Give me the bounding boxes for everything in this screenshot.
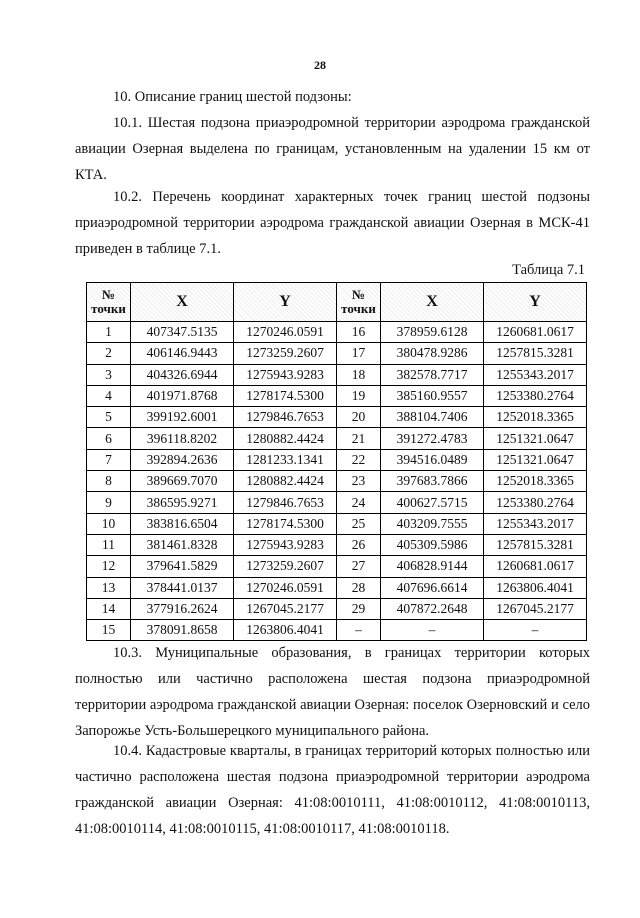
table-row: [87, 492, 587, 513]
table-row: [87, 534, 587, 555]
table-cell: 18: [337, 364, 381, 385]
table-cell: 5: [87, 407, 131, 428]
table-cell: 386595.9271: [131, 492, 234, 513]
table-cell: 1255343.2017: [484, 364, 587, 385]
table-cell: 1252018.3365: [484, 407, 587, 428]
table-cell: 7: [87, 449, 131, 470]
table-row: [87, 322, 587, 343]
table-cell: 378959.6128: [381, 322, 484, 343]
table-cell: 1278174.5300: [234, 385, 337, 406]
table-cell: –: [381, 620, 484, 641]
table-cell: 13: [87, 577, 131, 598]
table-cell: 383816.6504: [131, 513, 234, 534]
table-cell: 1: [87, 322, 131, 343]
table-cell: 25: [337, 513, 381, 534]
table-cell: 401971.8768: [131, 385, 234, 406]
table-cell: 1257815.3281: [484, 534, 587, 555]
table-cell: 382578.7717: [381, 364, 484, 385]
table-cell: 1263806.4041: [234, 620, 337, 641]
table-cell: 29: [337, 598, 381, 619]
table-cell: 1275943.9283: [234, 534, 337, 555]
table-cell: 1253380.2764: [484, 492, 587, 513]
table-cell: 1260681.0617: [484, 556, 587, 577]
table-cell: 1260681.0617: [484, 322, 587, 343]
table-cell: 4: [87, 385, 131, 406]
table-cell: 1279846.7653: [234, 407, 337, 428]
header-x-2: X: [381, 283, 484, 322]
table-cell: 26: [337, 534, 381, 555]
table-cell: 394516.0489: [381, 449, 484, 470]
table-cell: 385160.9557: [381, 385, 484, 406]
table-cell: 381461.8328: [131, 534, 234, 555]
table-row: [87, 407, 587, 428]
table-cell: 3: [87, 364, 131, 385]
header-point-number-2: № точки: [337, 283, 381, 322]
table-cell: 396118.8202: [131, 428, 234, 449]
table-caption: Таблица 7.1: [512, 262, 585, 278]
table-cell: 21: [337, 428, 381, 449]
table-cell: 1255343.2017: [484, 513, 587, 534]
table-cell: 1273259.2607: [234, 343, 337, 364]
table-cell: 400627.5715: [381, 492, 484, 513]
table-row: [87, 449, 587, 470]
table-cell: 1267045.2177: [234, 598, 337, 619]
table-cell: 407696.6614: [381, 577, 484, 598]
table-cell: 406828.9144: [381, 556, 484, 577]
table-cell: 12: [87, 556, 131, 577]
table-cell: 406146.9443: [131, 343, 234, 364]
header-point-number-1: № точки: [87, 283, 131, 322]
table-row: [87, 364, 587, 385]
table-cell: 22: [337, 449, 381, 470]
table-cell: 1275943.9283: [234, 364, 337, 385]
table-cell: 1280882.4424: [234, 471, 337, 492]
table-cell: 1270246.0591: [234, 577, 337, 598]
header-y-2: Y: [484, 283, 587, 322]
table-cell: 19: [337, 385, 381, 406]
table-cell: 404326.6944: [131, 364, 234, 385]
paragraph-10-3: 10.3. Муниципальные образования, в границах территории которых полностью или частично расположена шестая подзона приаэродромной территории аэродрома гражданской авиации Озерная: поселок Озерновский и село Запорожье Усть-Большерецкого муниципального района.: [75, 645, 590, 739]
table-cell: 1257815.3281: [484, 343, 587, 364]
table-cell: 380478.9286: [381, 343, 484, 364]
table-cell: 403209.7555: [381, 513, 484, 534]
paragraph-10-1: 10.1. Шестая подзона приаэродромной территории аэродрома гражданской авиации Озерная выделена по границам, установленным на удалении 15 км от КТА.: [75, 115, 590, 183]
section-heading: [75, 84, 590, 110]
table-cell: 1278174.5300: [234, 513, 337, 534]
table-row: [87, 513, 587, 534]
table-cell: 407872.2648: [381, 598, 484, 619]
table-cell: 8: [87, 471, 131, 492]
table-row: [87, 428, 587, 449]
table-cell: 1279846.7653: [234, 492, 337, 513]
table-cell: 1267045.2177: [484, 598, 587, 619]
table-cell: 391272.4783: [381, 428, 484, 449]
section-heading-text: 10. Описание границ шестой подзоны:: [113, 89, 352, 105]
table-cell: 17: [337, 343, 381, 364]
table-cell: 377916.2624: [131, 598, 234, 619]
table-cell: 24: [337, 492, 381, 513]
table-cell: 23: [337, 471, 381, 492]
header-y-1: Y: [234, 283, 337, 322]
table-cell: 1252018.3365: [484, 471, 587, 492]
table-row: [87, 343, 587, 364]
table-cell: 10: [87, 513, 131, 534]
table-row: [87, 577, 587, 598]
table-cell: 407347.5135: [131, 322, 234, 343]
table-cell: 1251321.0647: [484, 449, 587, 470]
table-cell: 389669.7070: [131, 471, 234, 492]
table-row: [87, 385, 587, 406]
table-cell: 399192.6001: [131, 407, 234, 428]
table-cell: 397683.7866: [381, 471, 484, 492]
table-cell: 405309.5986: [381, 534, 484, 555]
table-cell: 392894.2636: [131, 449, 234, 470]
table-cell: 1270246.0591: [234, 322, 337, 343]
table-cell: 388104.7406: [381, 407, 484, 428]
table-cell: 1263806.4041: [484, 577, 587, 598]
table-cell: 379641.5829: [131, 556, 234, 577]
paragraph-10-2: 10.2. Перечень координат характерных точек границ шестой подзоны приаэродромной территории аэродрома гражданской авиации Озерная в МСК-41 приведен в таблице 7.1.: [75, 189, 590, 257]
table-header-row: [87, 283, 587, 322]
table-body: [87, 322, 587, 641]
paragraph-10-4: 10.4. Кадастровые кварталы, в границах территорий которых полностью или частично расположена шестая подзона приаэродромной территории аэродрома гражданской авиации Озерная: 41:08:0010111, 41:08:0010112, 41:08:0010113, 41:08:0010114, 41:08:0010115, 41:08:0010117, 41:08:0010118.: [75, 743, 590, 837]
coordinates-table: [86, 282, 587, 641]
table-cell: 2: [87, 343, 131, 364]
table-cell: 11: [87, 534, 131, 555]
table-row: [87, 471, 587, 492]
table-cell: –: [484, 620, 587, 641]
table-row: [87, 598, 587, 619]
table-cell: 1251321.0647: [484, 428, 587, 449]
table-cell: 1280882.4424: [234, 428, 337, 449]
table-cell: 1253380.2764: [484, 385, 587, 406]
table-cell: 6: [87, 428, 131, 449]
table-cell: 1281233.1341: [234, 449, 337, 470]
header-x-1: X: [131, 283, 234, 322]
table-cell: 14: [87, 598, 131, 619]
table-cell: 378091.8658: [131, 620, 234, 641]
table-row: [87, 556, 587, 577]
table-row: [87, 620, 587, 641]
table-cell: 20: [337, 407, 381, 428]
table-cell: 378441.0137: [131, 577, 234, 598]
table-cell: 9: [87, 492, 131, 513]
page-number: 28: [314, 58, 326, 72]
table-cell: 27: [337, 556, 381, 577]
table-cell: –: [337, 620, 381, 641]
table-cell: 1273259.2607: [234, 556, 337, 577]
table-cell: 16: [337, 322, 381, 343]
table-cell: 28: [337, 577, 381, 598]
table-cell: 15: [87, 620, 131, 641]
